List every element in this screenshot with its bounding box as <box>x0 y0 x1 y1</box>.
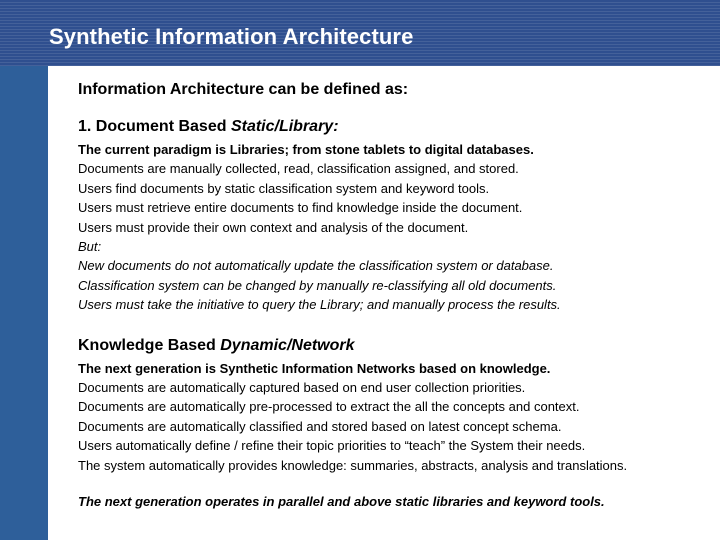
section-2-heading-italic: Dynamic/Network <box>220 336 355 354</box>
slide-title: Synthetic Information Architecture <box>49 24 414 49</box>
section-2-line: The system automatically provides knowledge: summaries, abstracts, analysis and translations. <box>78 457 628 473</box>
section-2-heading-plain: Knowledge Based <box>78 336 221 354</box>
intro-text: Information Architecture can be defined as: <box>78 81 409 98</box>
section-1-line: Users must retrieve entire documents to find knowledge inside the document. <box>78 200 523 216</box>
left-accent-strip <box>0 66 48 540</box>
section-1-line: Users must provide their own context and analysis of the document. <box>78 219 469 235</box>
section-1-line: Users find documents by static classification system and keyword tools. <box>78 180 490 196</box>
section-1-line: Documents are manually collected, read, classification assigned, and stored. <box>78 161 519 177</box>
but-line: Classification system can be changed by manually re-classifying all old documents. <box>78 277 557 293</box>
section-2-line: Documents are automatically classified and stored based on latest concept schema. <box>78 418 562 434</box>
section-1-text <box>78 140 698 315</box>
section-1-heading-italic: Static/Library: <box>230 118 339 135</box>
section-2-text <box>78 359 698 475</box>
but-label: But: <box>78 239 102 255</box>
title-bar <box>0 0 720 66</box>
but-line: New documents do not automatically update the classification system or database. <box>78 258 554 274</box>
section-2-line: Documents are automatically pre-processed to extract the all the concepts and context. <box>78 399 580 415</box>
section-1-heading-plain: 1. Document Based <box>78 118 231 135</box>
but-line: Users must take the initiative to query the Library; and manually process the results. <box>78 297 561 313</box>
slide-body <box>78 80 698 522</box>
section-2-line: Documents are automatically captured based on end user collection priorities. <box>78 380 526 396</box>
section-2-lead: The next generation is Synthetic Information Networks based on knowledge. <box>78 360 551 376</box>
section-2-line: Users automatically define / refine their topic priorities to “teach” the System their needs. <box>78 438 586 454</box>
closing-statement: The next generation operates in parallel and above static libraries and keyword tools. <box>78 494 605 510</box>
section-1-lead: The current paradigm is Libraries; from stone tablets to digital databases. <box>78 142 534 157</box>
section-2-heading <box>78 336 698 356</box>
section-1-heading <box>78 117 698 137</box>
